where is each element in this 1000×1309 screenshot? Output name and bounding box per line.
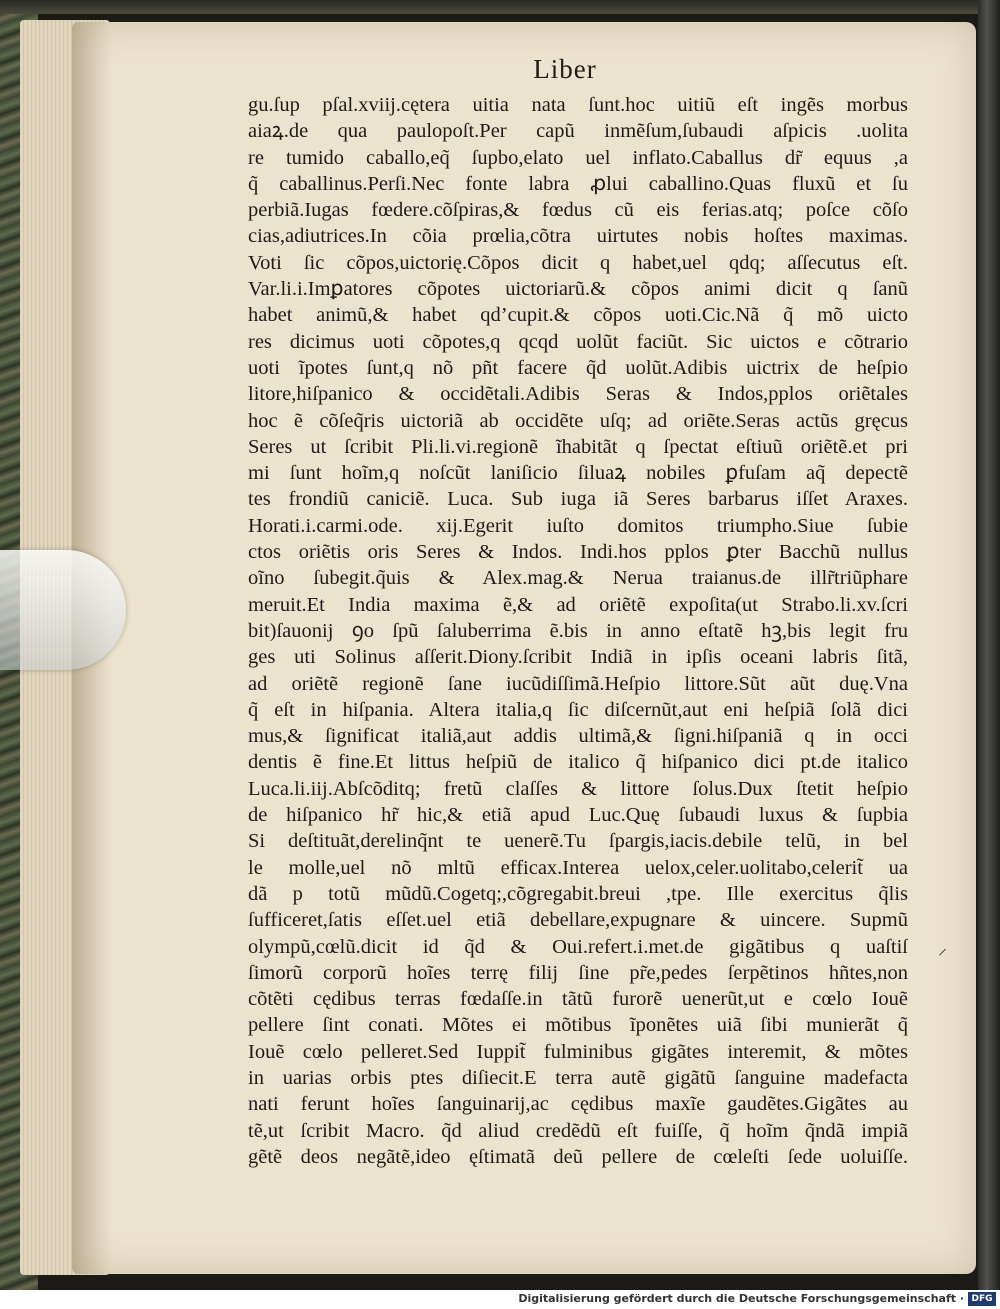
book-clip [0, 550, 126, 670]
dfg-logo: DFG [968, 1292, 996, 1306]
margin-mark: ⸝ [938, 938, 947, 959]
text-line: perbiã.Iugas fœdere.cõſpiras,& fœdus cũ eis ferias.atq; poſce cõſo [248, 199, 908, 222]
text-line: habet animũ,& habet qd’cupit.& cõpos uoti.Cic.Nã q̃ mõ uicto [248, 304, 908, 327]
text-line: re tumido caballo,eq̃ ſupbo,elato uel inflato.Caballus dr̃ equus ,a [248, 146, 908, 169]
text-line: olympũ,cœlũ.dicit id q̃d & Oui.refert.i.met.de gigãtibus q uaſtiſ [248, 935, 908, 958]
book-cover-right [978, 0, 1000, 1290]
text-line: Seres ut ſcribit Pli.li.vi.regionẽ ĩhabitãt q ſpectat eſtiuũ oriẽtẽ.et pri [248, 435, 908, 458]
text-line: mus,& ſignificat italiã,aut addis ultimã,& ſigni.hiſpaniã q in occi [248, 725, 908, 748]
footer [0, 1290, 1000, 1309]
text-line: Horati.i.carmi.ode. xij.Egerit iuſto domitos triumpho.Siue ſubie [248, 514, 908, 537]
text-line: de hiſpanico hr̃ hic,& etiã apud Luc.Quę ſubaudi luxus & ſupbia [248, 804, 908, 827]
text-line: Iouẽ cœlo pelleret.Sed Iuppit̃ fulminibus gigãtes interemit, & mõtes [248, 1040, 908, 1063]
text-line: pellere ſint conati. Mõtes ei mõtibus ĩponẽtes uiã ſibi munierãt q̃ [248, 1014, 908, 1037]
text-line: uoti ĩpotes ſunt,q nõ pñt facere q̃d uolũt.Adibis uictrix de heſpio [248, 356, 908, 379]
footer-credit: Digitalisierung gefördert durch die Deutsche Forschungsgemeinschaft · [518, 1292, 964, 1305]
text-line: mi ſunt hoĩm,q noſcũt laniſicio ſiluaꝝ nobiles ꝑfuſam aq̃ depectẽ [248, 462, 908, 485]
text-line: meruit.Et India maxima ẽ,& ad oriẽtẽ expoſita(ut Strabo.li.xv.ſcri [248, 593, 908, 616]
text-line: bit)ſauonij ꝯo ſpũ ſaluberrima ẽ.bis in anno eſtatẽ hꝫ,bis legit fru [248, 619, 908, 642]
text-line: ges uti Solinus aſſerit.Diony.ſcribit Indiã in ipſis oceani labris ſitã, [248, 646, 908, 669]
text-line: dentis ẽ fine.Et littus heſpiũ de italico q̃ hiſpanico dici pt.de italico [248, 751, 908, 774]
text-line: res dicimus uoti cõpotes,q qcqd uolũt faciũt. Sic uictos e cõtrario [248, 330, 908, 353]
text-line: Var.li.i.Imꝑatores cõpotes uictoriarũ.& cõpos animi dicit q ſanũ [248, 278, 908, 301]
text-line: hoc ẽ cõſeq̃ris uictoriã ab occidẽte uſq; ad oriẽte.Seras actũs gręcus [248, 409, 908, 432]
text-line: dã p totũ mũdũ.Cogetq;,cõgregabit.breui ,tpe. Ille exercitus q̃lis [248, 882, 908, 905]
text-line: gu.ſup pſal.xviij.cętera uitia nata ſunt.hoc uitiũ eſt ingẽs morbus [248, 94, 908, 116]
text-line: ctos oriẽtis oris Seres & Indos. Indi.hos pplos ꝑter Bacchũ nullus [248, 541, 908, 564]
text-line: aiaꝝ.de qua paulopoſt.Per capũ inmẽſum,ſubaudi aſpicis .uolita [248, 120, 908, 143]
text-line: Voti ſic cõpos,uictorię.Cõpos dicit q habet,uel qdq; aſſecutus eſt. [248, 251, 908, 274]
text-line: tes frondiũ caniciẽ. Luca. Sub iuga iã Seres barbarus iſſet Araxes. [248, 488, 908, 511]
text-line: ſufficeret,ſatis eſſet.uel etiã debellare,expugnare & uincere. Supmũ [248, 909, 908, 932]
text-line: cias,adiutrices.In cõia prœlia,cõtra uirtutes nobis hoſtes maximas. [248, 225, 908, 248]
running-head: Liber [533, 54, 597, 84]
text-line: q̃ caballinus.Perſi.Nec fonte labra ꝓlui caballino.Quas fluxũ et ſu [248, 172, 908, 195]
text-line: ſimorũ corporũ hoĩes terrę filij ſine pr̃e,pedes ſerpẽtinos hñtes,non [248, 961, 908, 984]
text-line: in uarias orbis ptes diſiecit.E terra autẽ gigãtũ ſanguine madefacta [248, 1066, 908, 1089]
text-line: Luca.li.iij.Abſcõditq; fretũ claſſes & littore ſolus.Dux ſtetit heſpio [248, 777, 908, 800]
text-line: le molle,uel nõ mltũ efficax.Interea uelox,celer.uolitabo,celerit̃ ua [248, 856, 908, 879]
text-line: gẽtẽ deos negãtẽ,ideo ęſtimatã deũ pellere de cœleſti ſede uoluiſſe. [248, 1145, 908, 1168]
text-line: ad oriẽtẽ regionẽ ſane iucũdiſſimã.Heſpio littore.Sũt aũt duę.Vna [248, 672, 908, 695]
book-cover-top [0, 0, 1000, 14]
text-line: cõtẽti cędibus terras fœdaſſe.in tãtũ furorẽ uenerũt,ut e cœlo Iouẽ [248, 988, 908, 1011]
text-line: nati ferunt hoĩes ſanguinarij,ac cędibus maxĩe gaudẽtes.Gigãtes au [248, 1093, 908, 1116]
text-line: tẽ,ut ſcribit Macro. q̃d aliud credẽdũ eſt fuiſſe, q̃ hoĩm q̃ndã impiã [248, 1119, 908, 1142]
text-line: oĩno ſubegit.q̃uis & Alex.mag.& Nerua traianus.de illr̃triũphare [248, 567, 908, 590]
text-line: q̃ eſt in hiſpania. Altera italia,q ſic diſcernũt,aut eni heſpiã ſolã dici [248, 698, 908, 721]
text-line: Si deſtituãt,derelinq̃nt te uenerẽ.Tu ſpargis,iacis.debile telũ, in bel [248, 830, 908, 853]
text-block [248, 92, 908, 1170]
text-line: litore,hiſpanico & occidẽtali.Adibis Seras & Indos,pplos oriẽtales [248, 383, 908, 406]
